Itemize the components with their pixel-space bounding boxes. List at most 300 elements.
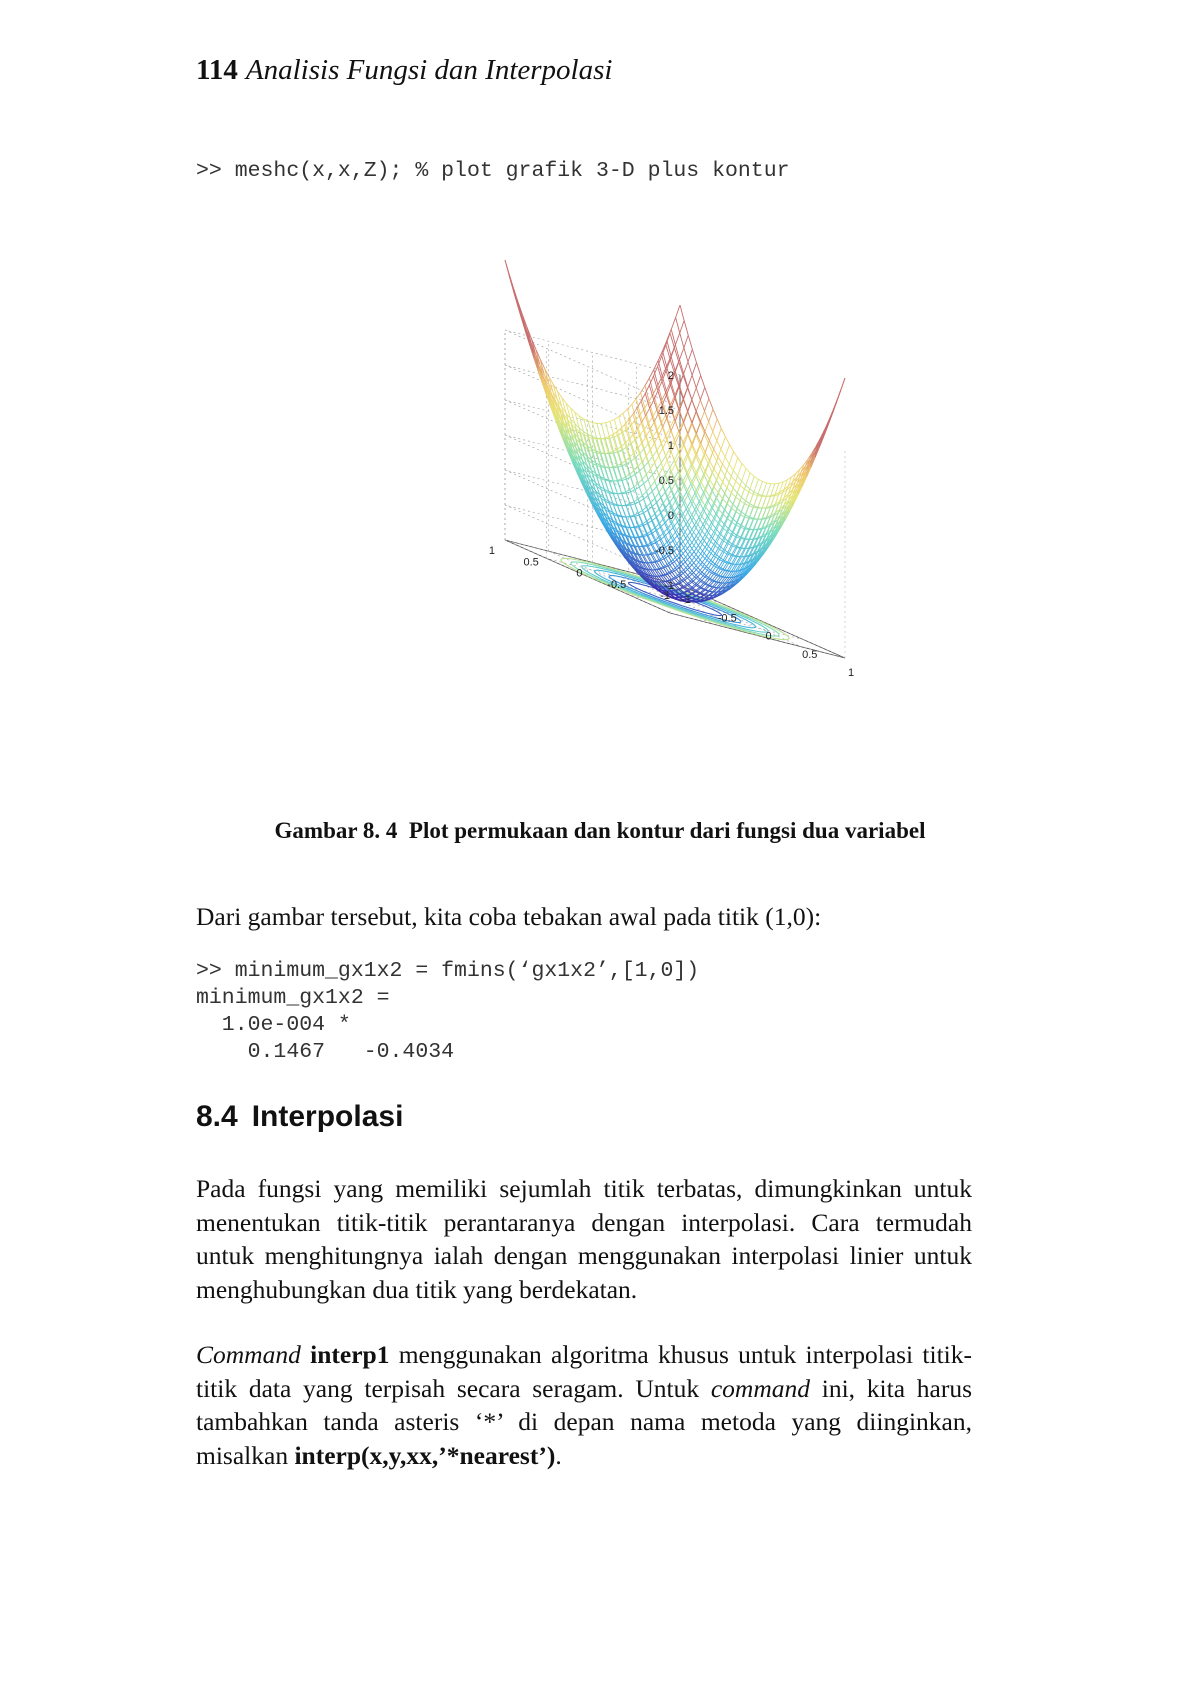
mesh-line [741,529,745,539]
mesh-line [651,513,655,517]
mesh-line [688,335,692,349]
mesh-line [655,492,659,498]
mesh-line [634,499,638,502]
mesh-line [738,476,742,481]
mesh-line [617,466,621,479]
mesh-line [740,501,744,504]
mesh-line [634,515,638,526]
mesh-line [731,476,735,481]
mesh-line [727,476,731,488]
mesh-line [758,519,762,520]
mesh-line [628,404,632,409]
mesh-line [622,506,626,517]
caption-text: Plot permukaan dan kontur dari fungsi dua variabel [408,818,926,843]
mesh-line [639,484,643,487]
surface-mesh [505,260,845,602]
mesh-line [672,500,676,507]
mesh-line [610,454,614,468]
mesh-line [742,464,746,469]
mesh-line [606,423,610,438]
mesh-line [719,493,723,499]
mesh-line [718,457,722,464]
mesh-line [676,318,680,333]
mesh-line [692,434,696,445]
mesh-line [647,517,651,520]
running-title: Analisis Fungsi dan Interpolasi [245,54,613,86]
mesh-line [684,362,688,374]
mesh-line [664,497,668,503]
mesh-line [721,437,725,450]
mesh-line [648,475,652,480]
mesh-line [713,432,717,441]
mesh-line [750,504,754,506]
mesh-line [745,530,749,540]
mesh-line [696,412,700,423]
mesh-line [654,414,658,422]
mesh-line [746,501,750,504]
mesh-line [604,453,608,454]
mesh-line [652,569,656,570]
mesh-line [688,375,692,387]
mesh-line [719,510,723,515]
mesh-line [635,502,639,504]
mesh-line [659,448,663,456]
mesh-line [609,467,613,468]
mesh-line [758,482,762,495]
mesh-line [684,374,688,387]
mesh-line [734,452,738,458]
mesh-line [638,496,642,499]
mesh-line [697,474,701,482]
mesh-line [683,411,687,421]
mesh-line [671,318,675,330]
mesh-line [634,467,638,471]
mesh-line [601,423,605,424]
mesh-line [625,474,629,477]
mesh-line [732,508,736,512]
y-tick-label: -0.5 [607,578,627,591]
mesh-line [692,411,696,423]
mesh-line [617,480,621,493]
mesh-line [725,476,729,482]
mesh-line [650,469,654,481]
mesh-line [762,508,766,519]
mesh-line [692,423,696,434]
mesh-line [593,423,597,424]
paragraph-interp1 [196,1338,972,1472]
mesh-line [648,562,652,563]
mesh-line [626,492,630,493]
mesh-line [662,436,666,444]
page-header [196,52,612,88]
mesh-line [725,445,729,458]
mesh-line [701,464,705,472]
mesh-line [762,496,766,508]
mesh-line [626,492,630,504]
mesh-line [706,490,710,497]
mesh-line [655,463,659,475]
mesh-line [514,289,518,304]
mesh-line [676,305,680,318]
mesh-line [758,479,762,481]
mesh-line [721,469,725,476]
mesh-line [668,490,672,497]
code-fmins: >> minimum_gx1x2 = fmins(‘gx1x2’,[1,0]) minimum_gx1x2 = 1.0e-004 * 0.1467 -0.4034 [196,959,700,1064]
mesh-line [717,419,721,428]
mesh-line [626,505,630,516]
mesh-line [667,418,671,431]
mesh-line [606,421,610,422]
mesh-line [657,463,661,469]
mesh-line [723,578,727,584]
mesh-line [626,517,630,528]
mesh-line [659,486,663,492]
mesh-line [663,460,667,468]
mesh-line [670,418,674,427]
mesh-line [647,487,651,492]
mesh-line [642,491,646,495]
mesh-line [729,452,733,465]
mesh-line [630,504,634,505]
mesh-line [699,509,703,517]
mesh-line [714,469,718,476]
mesh-line [644,479,648,483]
mesh-line [688,400,692,412]
mesh-line [651,498,655,503]
z-tick-label: -0.5 [655,545,674,557]
mesh-line [681,501,685,509]
mesh-line [725,457,729,464]
mesh-line [684,320,688,335]
y-tick-label: 0.5 [523,556,539,569]
mesh-line [630,471,634,474]
mesh-line [719,482,723,493]
mesh-line [758,496,762,508]
mesh-line [729,464,733,470]
mesh-line [723,515,727,519]
mesh-line [639,527,643,537]
mesh-line [721,449,725,457]
x-tick-label: 0 [765,630,772,643]
mesh-line [837,390,841,403]
mesh-line [684,348,688,362]
y-tick-label: -1 [660,590,670,602]
mesh-line [713,419,717,432]
mesh-line [750,519,754,529]
mesh-line [601,423,605,438]
z-tick-label: 0.5 [658,475,674,487]
mesh-line [670,333,674,348]
mesh-line [742,481,746,485]
mesh-line [605,454,609,468]
mesh-line [692,363,696,376]
para2-end: . [555,1440,562,1470]
x-tick-label: 1 [847,667,855,679]
mesh-line [650,463,654,469]
mesh-line [727,488,731,493]
mesh-line [597,423,601,438]
mesh-line [608,453,612,467]
mesh-line [749,530,753,540]
mesh-line [643,507,647,510]
mesh-line [689,484,693,493]
mesh-line [646,437,650,450]
mesh-line [745,529,749,539]
mesh-line [646,430,650,437]
mesh-line [715,504,719,510]
mesh-line [700,400,704,411]
mesh-line [630,487,634,490]
z-tick-label: 0 [667,510,674,522]
mesh-line [702,500,706,507]
mesh-line [609,468,613,481]
mesh-line [823,424,827,436]
mesh-line [688,349,692,362]
mesh-line [655,508,659,513]
mesh-line [733,458,737,471]
mesh-line [746,469,750,473]
mesh-line [688,388,692,400]
mesh-line [740,485,744,489]
mesh-line [646,456,650,469]
mesh-line [631,490,635,492]
mesh-line [639,499,643,502]
mesh-line [688,434,692,445]
mesh-line [688,412,692,423]
mesh-line [622,493,626,505]
mesh-line [753,494,757,495]
mesh-line [723,488,727,499]
mesh-line [697,443,701,454]
mesh-line [623,409,627,413]
mesh-line [828,414,832,425]
intro-paragraph: Dari gambar tersebut, kita coba tebakan awal pada titik (1,0): [196,902,822,931]
fn-interp1: interp1 [310,1340,390,1369]
mesh-line [638,479,642,483]
mesh-line [655,570,659,576]
mesh-line [630,516,634,527]
mesh-line [631,527,635,528]
mesh-line [701,432,705,444]
mesh-line [766,484,770,497]
mesh-line [745,504,749,506]
mesh-line [727,470,731,476]
mesh-line [650,443,654,450]
fn-example: interp(x,y,xx,’*nearest’) [294,1440,556,1470]
mesh-line [690,532,694,539]
mesh-line [721,428,725,436]
mesh-line [750,489,754,492]
mesh-line [683,375,687,388]
mesh-line [732,493,736,497]
mesh-line [692,349,696,362]
mesh-line [683,400,687,412]
mesh-line [648,491,652,495]
mesh-line [691,484,695,493]
mesh-line [694,562,698,568]
mesh-line [642,437,646,443]
mesh-line [650,450,654,463]
mesh-line [727,504,731,508]
mesh-line [690,563,694,568]
mesh-line [766,496,770,497]
mesh-line [721,487,725,493]
mesh-line [684,445,688,456]
mesh-line [767,496,771,508]
mesh-line [754,476,758,479]
mesh-line [767,483,771,484]
mesh-line [683,388,687,400]
mesh-line [709,399,713,410]
mesh-line [684,423,688,434]
mesh-line [639,546,643,547]
mesh-line [754,519,758,529]
mesh-line [694,532,698,538]
mesh-line [705,387,709,398]
mesh-line [687,484,691,492]
mesh-line [614,453,618,467]
mesh-line [744,489,748,492]
mesh-line [684,412,688,423]
mesh-line [626,490,630,492]
mesh-line [692,388,696,400]
mesh-line [613,481,617,494]
mesh-line [700,455,704,465]
mesh-line [717,428,721,441]
x-tick-label: -0.5 [717,612,737,625]
mesh-line [680,454,684,465]
mesh-line [657,443,661,450]
mesh-line [709,422,713,432]
mesh-line [753,496,757,508]
mesh-line [671,421,675,431]
mesh-line [738,464,742,477]
mesh-line [621,479,625,492]
z-tick-label: -1 [664,580,674,592]
mesh-line [701,375,705,387]
mesh-line [588,421,592,436]
mesh-line [680,348,684,360]
paragraph-interpolation: Pada fungsi yang memiliki sejumlah titik terbatas, dimungkinkan untuk menentukan titik-titik perantaranya dengan interpolasi. Cara termudah untuk menghitungnya ialah dengan menggunakan interpolasi linier untuk menghubungkan dua titik yang berdekatan. [196,1174,972,1304]
mesh-line [659,503,663,509]
mesh-line [723,464,727,470]
mesh-line [646,469,650,475]
mesh-line [696,388,700,400]
mesh-line [832,402,836,414]
mesh-line [754,479,758,492]
mesh-line [638,462,642,467]
mesh-line [742,469,746,482]
x-tick-label: 0.5 [802,648,818,661]
mesh-line [630,504,634,515]
surface-plot-figure [250,250,940,770]
mesh-line [509,275,513,290]
mesh-line [758,508,762,519]
mesh-line [762,508,766,509]
mesh-line [687,423,691,433]
mesh-line [717,461,721,469]
mesh-line [700,387,704,400]
mesh-line [718,476,722,482]
mesh-line [762,483,766,496]
mesh-line [644,496,648,499]
mesh-line [741,497,745,501]
mesh-line [725,437,729,445]
mesh-line [675,398,679,411]
mesh-line [745,518,749,528]
mesh-line [738,458,742,464]
mesh-line [758,496,762,497]
mesh-line [712,472,716,480]
mesh-line [717,441,721,449]
mesh-line [613,480,617,481]
mesh-line [659,492,663,503]
mesh-line [692,400,696,411]
mesh-line [654,436,658,444]
mesh-line [662,395,666,405]
mesh-line [714,487,718,493]
mesh-line [680,333,684,348]
mesh-line [692,423,696,434]
mesh-line [654,361,658,370]
mesh-line [750,473,754,477]
mesh-line [688,362,692,375]
mesh-line [650,422,654,430]
mesh-line [750,476,754,489]
mesh-line [642,475,646,480]
z-tick-label: 2 [667,370,674,382]
mesh-line [754,508,758,519]
mesh-line [693,484,697,492]
mesh-line [617,493,621,494]
section-title: Interpolasi [251,1100,404,1133]
mesh-line [697,422,701,434]
mesh-line [684,475,688,484]
mesh-line [646,450,650,456]
mesh-line [653,450,657,456]
mesh-line [730,445,734,452]
mesh-line [696,400,700,412]
mesh-line [652,487,656,492]
mesh-line [763,482,767,483]
mesh-line [729,482,733,488]
mesh-line [723,499,727,504]
figure-caption [0,818,1200,844]
mesh-line [692,375,696,388]
mesh-line [710,480,714,487]
mesh-line [749,507,753,518]
mesh-line [684,335,688,348]
mesh-line [723,470,727,482]
x-tick-label: -1 [681,594,691,606]
mesh-line [736,497,740,501]
mesh-line [688,423,692,434]
mesh-line [614,417,618,420]
mesh-line [701,453,705,464]
section-heading [196,1100,403,1134]
mesh-line [736,512,740,515]
mesh-line [644,554,648,555]
mesh-line [645,378,649,386]
mesh-line [632,399,636,405]
mesh-line [613,452,617,466]
mesh-line [710,497,714,503]
mesh-line [741,515,745,517]
mesh-line [749,492,753,494]
mesh-line [642,443,646,456]
code-meshc: >> meshc(x,x,Z); % plot grafik 3-D plus kontur [196,159,790,183]
mesh-line [705,411,709,422]
